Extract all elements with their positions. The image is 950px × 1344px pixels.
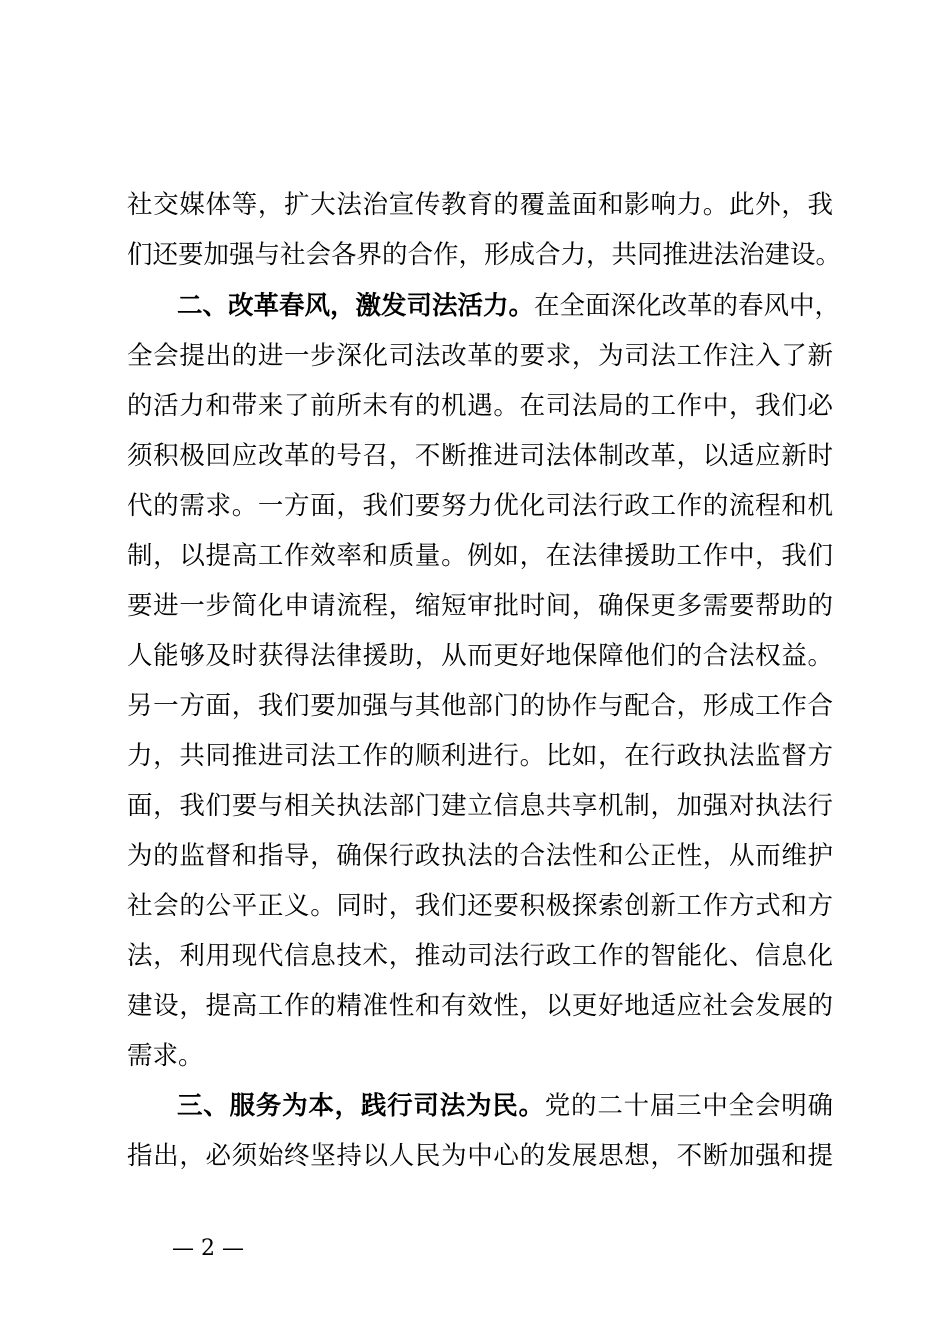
paragraph-line: 全会提出的进一步深化司法改革的要求，为司法工作注入了新 <box>127 341 833 371</box>
section-heading: 三、服务为本，践行司法为民。 <box>177 1091 545 1121</box>
section-heading-line <box>177 281 841 331</box>
paragraph-line: 要进一步简化申请流程，缩短审批时间，确保更多需要帮助的 <box>127 591 833 621</box>
paragraph-line: 法，利用现代信息技术，推动司法行政工作的智能化、信息化 <box>127 941 833 971</box>
paragraph-line: 为的监督和指导，确保行政执法的合法性和公正性，从而维护 <box>127 841 833 871</box>
section-heading: 二、改革春风，激发司法活力。 <box>177 291 535 321</box>
section-text: 在全面深化改革的春风中， <box>534 291 841 321</box>
paragraph-line: 建设，提高工作的精准性和有效性，以更好地适应社会发展的 <box>127 991 833 1021</box>
paragraph-line: 力，共同推进司法工作的顺利进行。比如，在行政执法监督方 <box>127 741 833 771</box>
section-text: 党的二十届三中全会明确 <box>544 1091 833 1121</box>
paragraph-line: 制，以提高工作效率和质量。例如，在法律援助工作中，我们 <box>127 541 833 571</box>
paragraph-line: 另一方面，我们要加强与其他部门的协作与配合，形成工作合 <box>127 691 833 721</box>
paragraph-line: 的活力和带来了前所未有的机遇。在司法局的工作中，我们必 <box>127 391 833 421</box>
paragraph-line: 须积极回应改革的号召，不断推进司法体制改革，以适应新时 <box>127 441 833 471</box>
paragraph-line: 代的需求。一方面，我们要努力优化司法行政工作的流程和机 <box>127 491 833 521</box>
section-heading-line <box>177 1081 833 1131</box>
paragraph-line: 们还要加强与社会各界的合作，形成合力，共同推进法治建设。 <box>127 240 842 270</box>
paragraph-line: 需求。 <box>127 1041 204 1071</box>
paragraph-line: 面，我们要与相关执法部门建立信息共享机制，加强对执法行 <box>127 791 833 821</box>
page-number: — 2 — <box>172 1236 244 1261</box>
paragraph-line: 社会的公平正义。同时，我们还要积极探索创新工作方式和方 <box>127 891 833 921</box>
paragraph-line: 社交媒体等，扩大法治宣传教育的覆盖面和影响力。此外，我 <box>127 190 833 220</box>
paragraph-line: 人能够及时获得法律援助，从而更好地保障他们的合法权益。 <box>127 641 833 671</box>
paragraph-line: 指出，必须始终坚持以人民为中心的发展思想，不断加强和提 <box>127 1141 833 1171</box>
